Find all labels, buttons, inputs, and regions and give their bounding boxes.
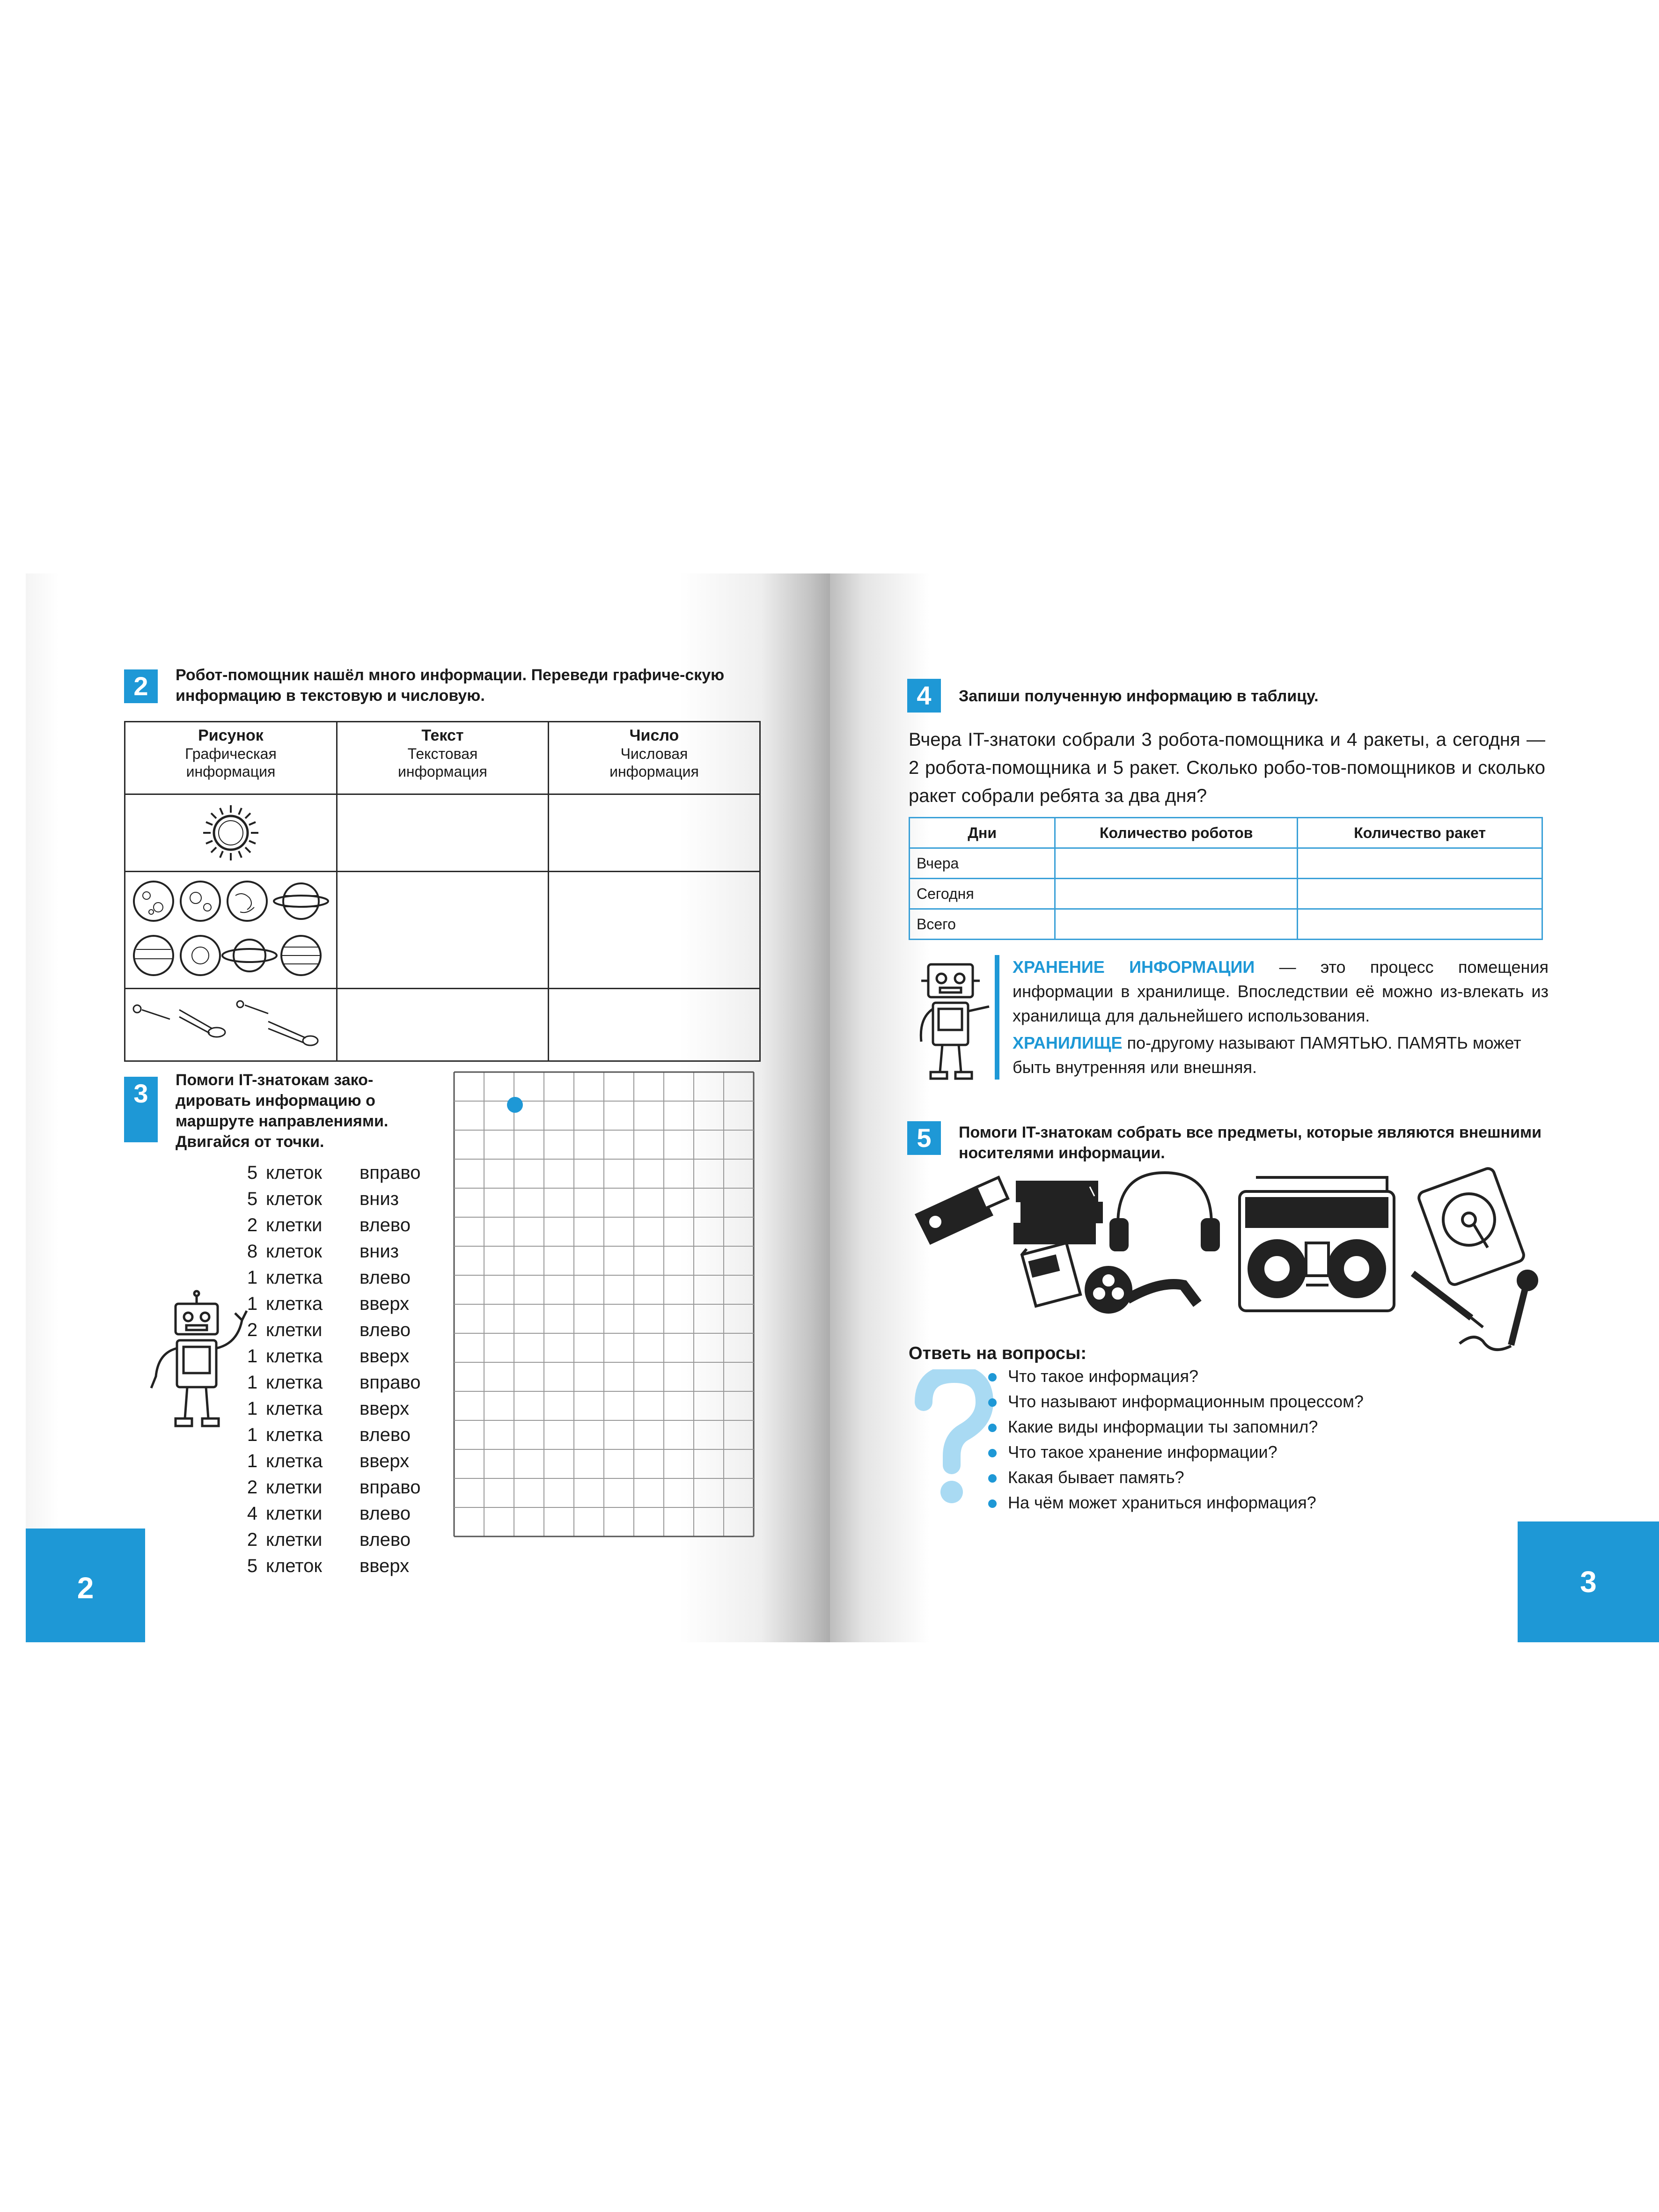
task4-problem: Вчера IT-знатоки собрали 3 робота-помощника и 4 ракеты, а сегодня — 2 робота-помощника и 5 ракет. Сколько робо-тов-помощников и сколько ракет собрали ребята за два дня? bbox=[909, 729, 1545, 806]
task3-number-badge: 3 bbox=[124, 1077, 158, 1142]
microphone-icon[interactable] bbox=[1460, 1271, 1537, 1350]
question-item: Что такое хранение информации? bbox=[988, 1440, 1364, 1465]
route-step: 5 клеток вправо bbox=[247, 1162, 421, 1183]
t2-header-3: Число Числовая информация bbox=[548, 722, 760, 794]
info-box bbox=[995, 955, 1549, 1080]
route-step: 2 клетки влево bbox=[247, 1320, 411, 1340]
question-mark-icon bbox=[914, 1369, 994, 1505]
t4-input-cell[interactable] bbox=[1298, 909, 1542, 940]
t4-row-label: Сегодня bbox=[910, 879, 1055, 909]
route-grid[interactable] bbox=[452, 1070, 761, 1547]
task5-text: Помоги IT-знатокам собрать все предметы, которые являются внешними носителями информации. bbox=[959, 1124, 1542, 1162]
task4-table bbox=[909, 817, 1543, 940]
questions-list bbox=[988, 1364, 1364, 1515]
task5-number-badge: 5 bbox=[907, 1121, 941, 1155]
t4-header-days: Дни bbox=[910, 818, 1055, 848]
comets-icon bbox=[128, 996, 334, 1052]
page-number: 2 bbox=[77, 1571, 94, 1605]
term-repository: ХРАНИЛИЩЕ bbox=[1013, 1033, 1123, 1052]
sun-cell bbox=[125, 794, 337, 872]
comets-cell bbox=[125, 989, 337, 1061]
t2-header-2: Текст Текстовая информация bbox=[337, 722, 548, 794]
route-step: 1 клетка влево bbox=[247, 1425, 411, 1445]
books-icon[interactable] bbox=[1015, 1182, 1101, 1243]
route-step: 1 клетка вправо bbox=[247, 1372, 421, 1393]
t4-row-label: Вчера bbox=[910, 848, 1055, 879]
usb-flash-icon[interactable] bbox=[917, 1177, 1008, 1243]
planets-cell bbox=[125, 872, 337, 989]
page-number: 3 bbox=[1580, 1565, 1597, 1599]
route-step: 1 клетка вверх bbox=[247, 1346, 410, 1367]
t2-header-1: Рисунок Графическая информация bbox=[125, 722, 337, 794]
task4-number-badge: 4 bbox=[907, 679, 941, 713]
route-step: 5 клеток вверх bbox=[247, 1556, 410, 1576]
storage-items bbox=[903, 1163, 1558, 1360]
route-step: 1 клетка влево bbox=[247, 1267, 411, 1288]
question-item: Какие виды информации ты запомнил? bbox=[988, 1414, 1364, 1440]
question-item: На чём может храниться информация? bbox=[988, 1490, 1364, 1515]
film-reel-icon[interactable] bbox=[1086, 1267, 1197, 1312]
t4-header-rockets: Количество ракет bbox=[1298, 818, 1542, 848]
t4-row-label: Всего bbox=[910, 909, 1055, 940]
page-number-box bbox=[1518, 1521, 1659, 1642]
sun-icon bbox=[200, 802, 261, 863]
route-step: 4 клетки влево bbox=[247, 1503, 411, 1524]
t4-input-cell[interactable] bbox=[1055, 909, 1298, 940]
task2-text: Робот-помощник нашёл много информации. Переведи графиче-скую информацию в текстовую и числовую. bbox=[176, 666, 725, 705]
route-step: 2 клетки влево bbox=[247, 1529, 411, 1550]
task4-text: Запиши полученную информацию в таблицу. bbox=[959, 687, 1319, 705]
route-step: 1 клетка вверх bbox=[247, 1293, 410, 1314]
planets-icon bbox=[128, 872, 334, 985]
question-item: Какая бывает память? bbox=[988, 1465, 1364, 1490]
left-page bbox=[26, 573, 843, 1642]
question-item: Что называют информационным процессом? bbox=[988, 1389, 1364, 1414]
route-step: 2 клетки влево bbox=[247, 1215, 411, 1235]
t4-input-cell[interactable] bbox=[1055, 848, 1298, 879]
question-item: Что такое информация? bbox=[988, 1364, 1364, 1389]
sd-card-icon[interactable] bbox=[1022, 1243, 1080, 1306]
route-step: 8 клеток вниз bbox=[247, 1241, 399, 1262]
robot-icon bbox=[131, 1290, 272, 1440]
t4-input-cell[interactable] bbox=[1055, 879, 1298, 909]
right-page bbox=[830, 573, 1659, 1642]
t4-input-cell[interactable] bbox=[1298, 879, 1542, 909]
t4-header-robots: Количество роботов bbox=[1055, 818, 1298, 848]
questions-title: Ответь на вопросы: bbox=[909, 1344, 1087, 1363]
task2-table bbox=[124, 721, 761, 1062]
task2-number-badge: 2 bbox=[124, 669, 158, 703]
def-repository: по-другому называют ПАМЯТЬЮ. ПАМЯТЬ может быть внутренняя или внешняя. bbox=[1013, 1033, 1521, 1077]
t4-input-cell[interactable] bbox=[1298, 848, 1542, 879]
route-step: 5 клеток вниз bbox=[247, 1189, 399, 1209]
start-point bbox=[507, 1097, 523, 1113]
headphones-icon[interactable] bbox=[1111, 1173, 1219, 1250]
route-step: 1 клетка вверх bbox=[247, 1398, 410, 1419]
route-step: 2 клетки вправо bbox=[247, 1477, 421, 1498]
task3-text: Помоги IT-знатокам зако-дировать информацию о маршруте направлениями. Двигайся от точки. bbox=[176, 1071, 389, 1151]
page-number-box bbox=[26, 1529, 145, 1642]
hard-drive-icon[interactable] bbox=[1417, 1167, 1526, 1286]
route-step: 1 клетка вверх bbox=[247, 1451, 410, 1471]
term-storage: ХРАНЕНИЕ ИНФОРМАЦИИ bbox=[1013, 957, 1255, 977]
boombox-icon[interactable] bbox=[1240, 1177, 1394, 1311]
def-storage: — это процесс помещения информации в хранилище. Впоследствии её можно из-влекать из хранилища для дальнейшего использования. bbox=[1013, 957, 1549, 1025]
